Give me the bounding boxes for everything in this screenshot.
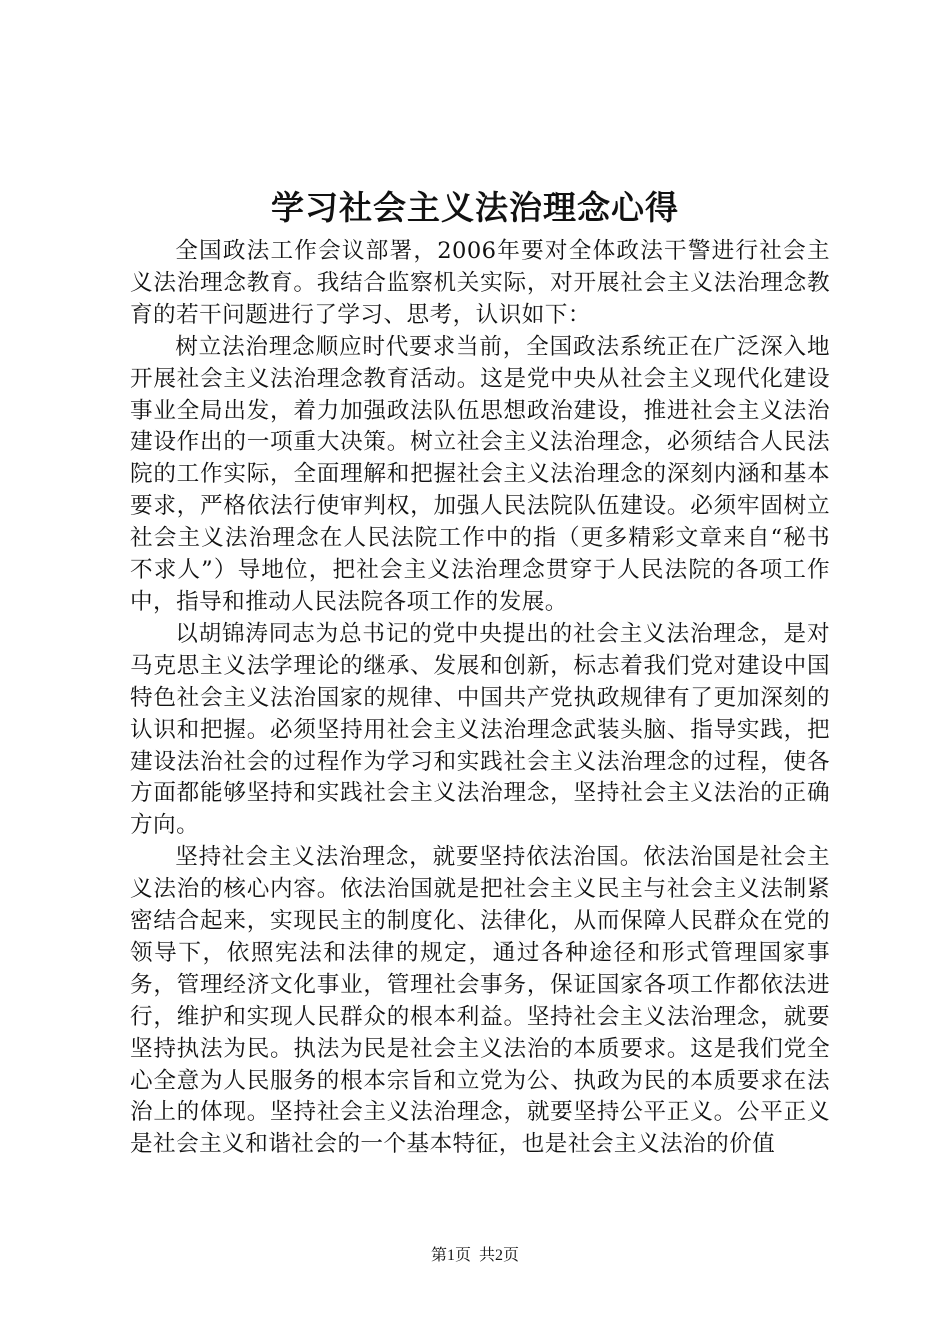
paragraph-intro: 全国政法工作会议部署，2006年要对全体政法干警进行社会主义法治理念教育。我结合监察机关实际，对开展社会主义法治理念教育的若干问题进行了学习、思考，认识如下： [130,238,830,328]
page-footer [0,1244,950,1268]
document-title: 学习社会主义法治理念心得 [271,188,679,227]
paragraph-rule-by-law: 坚持社会主义法治理念，就要坚持依法治国。依法治国是社会主义法治的核心内容。依法治国就是把社会主义民主与社会主义法制紧密结合起来，实现民主的制度化、法律化，从而保障人民群众在党的领导下，依照宪法和法律的规定，通过各种途径和形式管理国家事务，管理经济文化事业，管理社会事务，保证国家各项工作都依法进行，维护和实现人民群众的根本利益。坚持社会主义法治理念，就要坚持执法为民。执法为民是社会主义法治的本质要求。这是我们党全心全意为人民服务的根本宗旨和立党为公、执政为民的本质要求在法治上的体现。坚持社会主义法治理念，就要坚持公平正义。公平正义是社会主义和谐社会的一个基本特征，也是社会主义法治的价值 [130,844,830,1158]
page-number-current: 第1页 [430,1247,471,1264]
paragraph-establish-rule-of-law: 树立法治理念顺应时代要求当前，全国政法系统正在广泛深入地开展社会主义法治理念教育活动。这是党中央从社会主义现代化建设事业全局出发，着力加强政法队伍思想政治建设，推进社会主义法治建设作出的一项重大决策。树立社会主义法治理念，必须结合人民法院的工作实际，全面理解和把握社会主义法治理念的深刻内涵和基本要求，严格依法行使审判权，加强人民法院队伍建设。必须牢固树立社会主义法治理念在人民法院工作中的指（更多精彩文章来自“秘书不求人”）导地位，把社会主义法治理念贯穿于人民法院的各项工作中，指导和推动人民法院各项工作的发展。 [130,333,830,615]
page-number-total: 共2页 [479,1247,520,1264]
document-body [130,236,830,1161]
paragraph-party-central-committee: 以胡锦涛同志为总书记的党中央提出的社会主义法治理念，是对马克思主义法学理论的继承、发展和创新，标志着我们党对建设中国特色社会主义法治国家的规律、中国共产党执政规律有了更加深刻的认识和把握。必须坚持用社会主义法治理念武装头脑、指导实践，把建设法治社会的过程作为学习和实践社会主义法治理念的过程，使各方面都能够坚持和实践社会主义法治理念，坚持社会主义法治的正确方向。 [130,620,830,839]
